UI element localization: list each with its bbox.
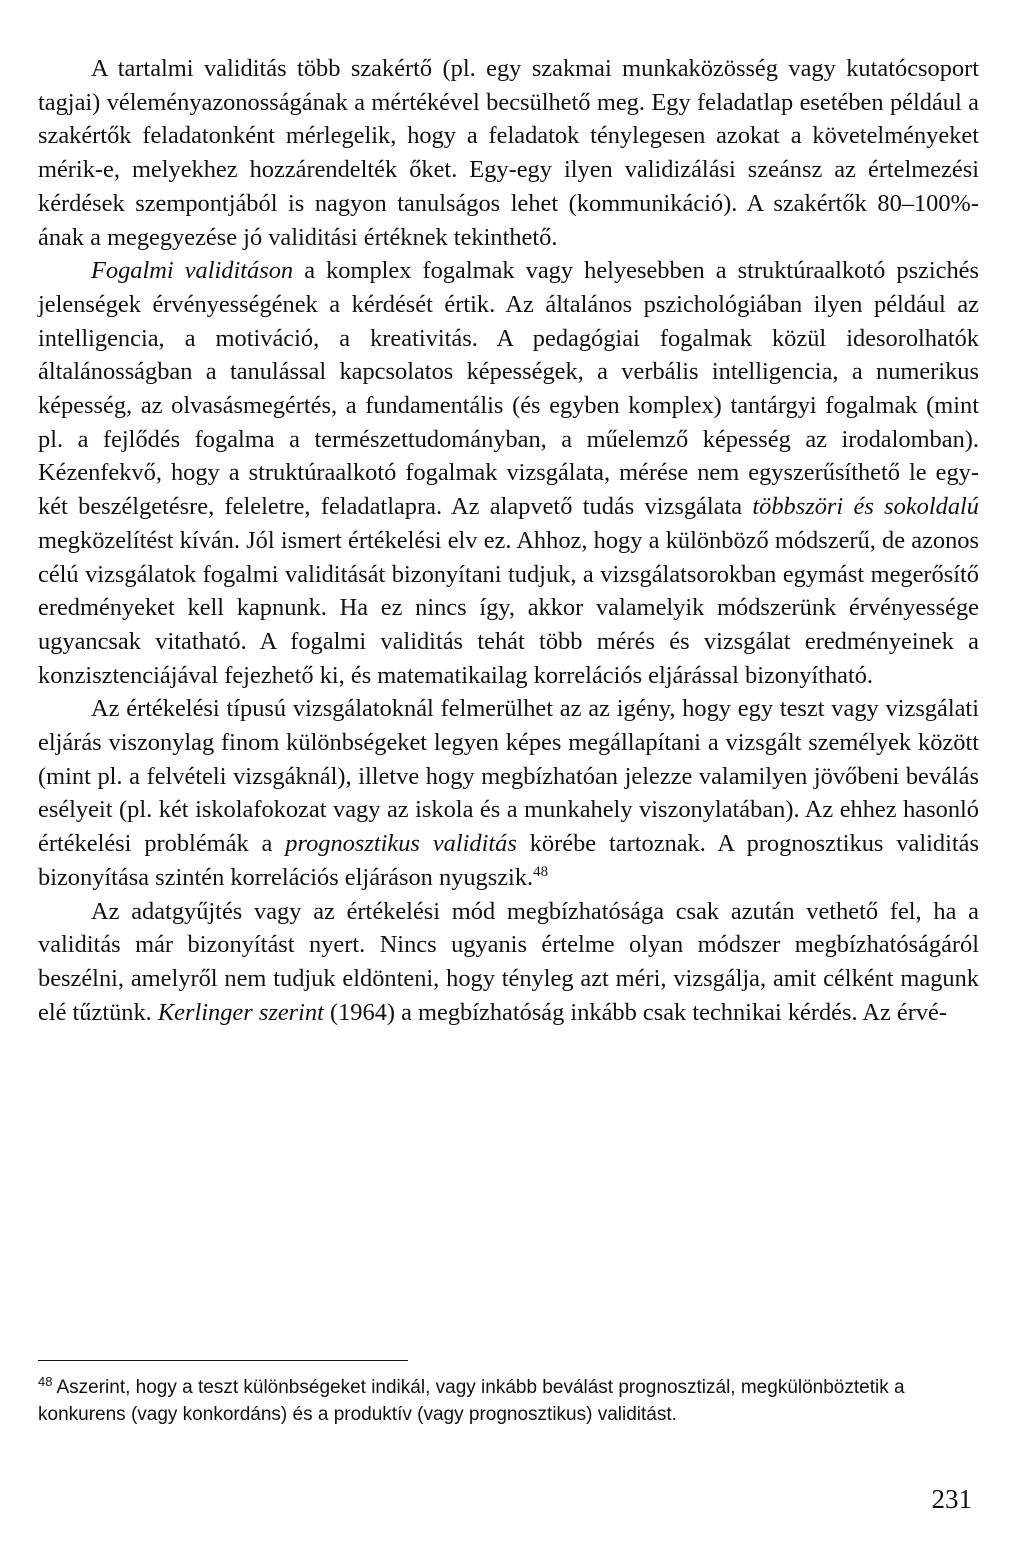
paragraph-content-validity <box>38 52 979 254</box>
footnote <box>38 1374 979 1428</box>
italic-term-prognosztikus: prognosztikus validitás <box>285 830 517 858</box>
italic-term-fogalmi-validitason: Fogalmi validitáson <box>91 257 294 285</box>
footnote-divider <box>38 1360 408 1361</box>
paragraph-text: (1964) a megbízhatóság inkább csak technikai kérdés. Az érvé- <box>323 998 947 1026</box>
paragraph-construct-validity <box>38 254 979 692</box>
page-body <box>38 52 979 1029</box>
italic-term-kerlinger: Kerlinger szerint <box>157 998 324 1026</box>
paragraph-text: megközelítést kíván. Jól ismert értékelési elv ez. Ahhoz, hogy a különböző módszerű, de azonos célú vizsgálatok fogalmi validitását bizonyítani tudjuk, a vizsgálatsorokban egymást megerősítő eredményeket kell kapnunk. Ha ez nincs így, akkor valamelyik módszerünk érvényessége ugyancsak vitatható. A fogalmi validitás tehát több mérés és vizsgálat eredményeinek a konzisztenciájával fejezhető ki, és matematikailag korrelációs eljárással bizonyítható. <box>38 526 979 689</box>
footnote-number: 48 <box>38 1373 53 1389</box>
page-number: 231 <box>931 1484 972 1514</box>
footnote-reference[interactable]: 48 <box>533 863 549 880</box>
italic-term-tobbszori: többszöri és sokoldalú <box>752 493 979 521</box>
paragraph-text: körébe tartoznak. A prognosztikus validitás bizonyítása szintén korrelációs eljáráson nyugszik. <box>38 830 979 891</box>
footnote-text: Aszerint, hogy a teszt különbségeket indikál, vagy inkább beválást prognosztizál, megkülönböztetik a konkurens (vagy konkordáns) és a produktív (vagy prognosztikus) validitást. <box>38 1377 905 1425</box>
paragraph-text: a komplex fogalmak vagy helyesebben a struktúraalkotó pszichés jelenségek érvényességének a kérdését értik. Az általános pszichológiában ilyen például az intelligencia, a motiváció, a kreativitás. A pedagógiai fogalmak közül idesorolhatók általánosságban a tanulással kapcsolatos képességek, a verbális intelligencia, a numerikus képesség, az olvasásmegértés, a fundamentális (és egyben komplex) tantárgyi fogalmak (mint pl. a fejlődés fogalma a természettudományban, a műelemző képesség az irodalomban). Kézenfekvő, hogy a struktúraalkotó fogalmak vizsgálata, mérése nem egyszerűsíthető le egy-két beszélgetésre, feleletre, feladatlapra. Az alapvető tudás vizsgálata <box>38 257 979 521</box>
paragraph-text: Az adatgyűjtés vagy az értékelési mód megbízhatósága csak azután vethető fel, ha a validitás már bizonyítást nyert. Nincs ugyanis értelme olyan módszer megbízhatóságáról beszélni, amelyről nem tudjuk eldönteni, hogy tényleg azt méri, vizsgálja, amit célként magunk elé tűztünk. <box>38 897 979 1026</box>
paragraph-predictive-validity <box>38 692 979 894</box>
paragraph-text: A tartalmi validitás több szakértő (pl. egy szakmai munkaközösség vagy kutatócsoport tagjai) véleményazonosságának a mértékével becsülhető meg. Egy feladatlap esetében például a szakértők feladatonként mérlegelik, hogy a feladatok ténylegesen azokat a követelményeket mérik-e, melyekhez hozzárendelték őket. Egy-egy ilyen validizálási szeánsz az értelmezési kérdések szempontjából is nagyon tanulságos lehet (kommunikáció). A szakértők 80–100%-ának a megegyezése jó validitási értéknek tekinthető. <box>38 55 979 251</box>
paragraph-reliability <box>38 895 979 1030</box>
paragraph-text: Az értékelési típusú vizsgálatoknál felmerülhet az az igény, hogy egy teszt vagy vizsgálati eljárás viszonylag finom különbségeket legyen képes megállapítani a vizsgált személyek között (mint pl. a felvételi vizsgáknál), illetve hogy megbízhatóan jelezze valamilyen jövőbeni beválás esélyeit (pl. két iskolafokozat vagy az iskola és a munkahely viszonylatában). Az ehhez hasonló értékelési problémák a <box>38 695 979 858</box>
